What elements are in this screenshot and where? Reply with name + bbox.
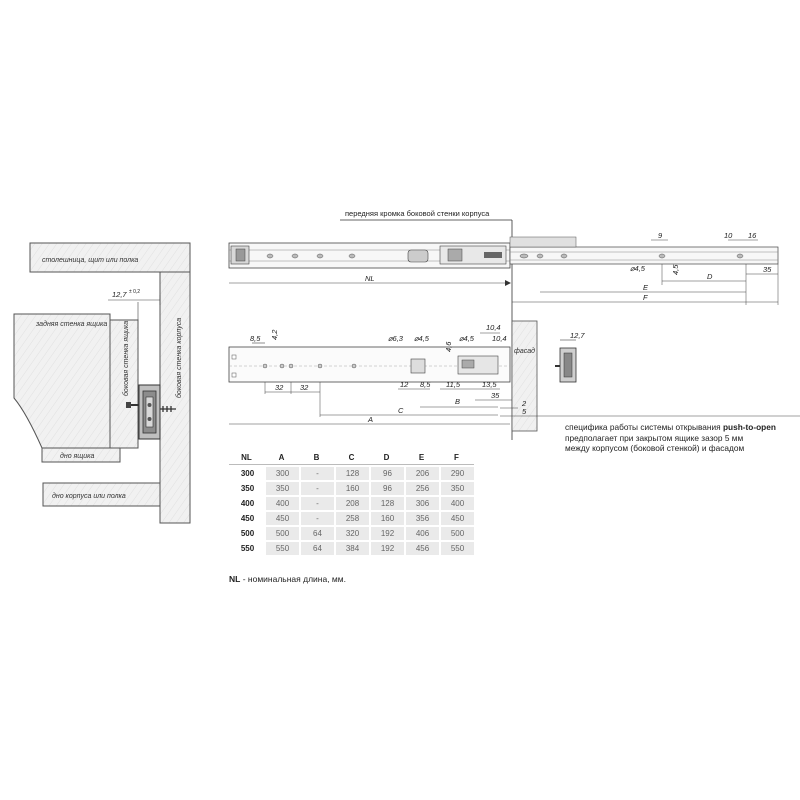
table-row bbox=[229, 512, 474, 525]
table-cell: 306 bbox=[404, 497, 439, 510]
spec-line-2: предполагает при закрытом ящике зазор 5 мм bbox=[565, 432, 744, 443]
gap-dimension: 12,7 bbox=[112, 290, 127, 299]
table-row bbox=[229, 527, 474, 540]
dim-104a: 10,4 bbox=[486, 323, 501, 332]
dim-104b: 10,4 bbox=[492, 334, 507, 343]
table-row bbox=[229, 467, 474, 480]
dim-5: 5 bbox=[522, 407, 527, 416]
dim-2: 2 bbox=[522, 399, 527, 408]
table-header: B bbox=[299, 450, 334, 465]
dim-32b: 32 bbox=[300, 383, 309, 392]
table-cell: 300 bbox=[264, 467, 299, 480]
table-header: NL bbox=[229, 450, 264, 465]
table-cell: 400 bbox=[439, 497, 474, 510]
cabinet-side-label: боковая стенка корпуса bbox=[176, 317, 183, 398]
push-to-open-spec bbox=[565, 422, 795, 454]
table-cell: 64 bbox=[299, 542, 334, 555]
top-view bbox=[229, 209, 778, 440]
table-row bbox=[229, 497, 474, 510]
table-cell: 400 bbox=[229, 497, 264, 510]
spec-line-1-bold: push-to-open bbox=[722, 422, 776, 432]
dim-9: 9 bbox=[658, 231, 663, 240]
dim-46: 4,6 bbox=[444, 341, 453, 352]
table-cell: 450 bbox=[439, 512, 474, 525]
dim-12: 12 bbox=[400, 380, 409, 389]
table-cell: 456 bbox=[404, 542, 439, 555]
table-cell: 550 bbox=[439, 542, 474, 555]
spec-line-3: между корпусом (боковой стенкой) и фасадом bbox=[565, 443, 745, 453]
table-cell: 450 bbox=[229, 512, 264, 525]
table-cell: 500 bbox=[229, 527, 264, 540]
nl-note bbox=[229, 574, 346, 584]
dim-10: 10 bbox=[724, 231, 733, 240]
dim-35-top: 35 bbox=[763, 265, 772, 274]
table-cell: 384 bbox=[334, 542, 369, 555]
dim-f: F bbox=[643, 293, 648, 302]
table-cell: 550 bbox=[229, 542, 264, 555]
table-cell: 350 bbox=[229, 482, 264, 495]
nl-note-bold: NL bbox=[229, 574, 241, 584]
dim-dia45-top: ⌀4,5 bbox=[630, 264, 645, 273]
table-header: F bbox=[439, 450, 474, 465]
table-cell: 206 bbox=[404, 467, 439, 480]
table-cell: - bbox=[299, 512, 334, 525]
cross-section bbox=[14, 243, 190, 523]
table-cell: 350 bbox=[264, 482, 299, 495]
table-cell: 356 bbox=[404, 512, 439, 525]
dim-dia45b: ⌀4,5 bbox=[459, 334, 474, 343]
mounting-bracket bbox=[555, 348, 576, 382]
table-cell: 96 bbox=[369, 467, 404, 480]
table-cell: - bbox=[299, 497, 334, 510]
table-row bbox=[229, 542, 474, 555]
dim-42: 4,2 bbox=[270, 329, 279, 340]
table-cell: 258 bbox=[334, 512, 369, 525]
table-header: C bbox=[334, 450, 369, 465]
table-cell: 290 bbox=[439, 467, 474, 480]
nl-note-text: - номинальная длина, мм. bbox=[240, 574, 346, 584]
table-cell: 128 bbox=[334, 467, 369, 480]
gap-tolerance: ± 0,2 bbox=[129, 289, 141, 295]
dim-a: A bbox=[368, 415, 374, 424]
dim-115: 11,5 bbox=[446, 380, 461, 389]
cabinet-side-panel bbox=[160, 272, 190, 523]
table-cell: 160 bbox=[369, 512, 404, 525]
facade-label: фасад bbox=[514, 348, 536, 355]
table-row bbox=[229, 482, 474, 495]
spec-line-1-text: специфика работы системы открывания bbox=[565, 422, 723, 432]
table-cell: 300 bbox=[229, 467, 264, 480]
cabinet-bottom-label: дно корпуса или полка bbox=[52, 493, 126, 500]
dim-d: D bbox=[707, 272, 713, 281]
table-cell: 192 bbox=[369, 527, 404, 540]
table-cell: 350 bbox=[439, 482, 474, 495]
drawer-back-panel bbox=[14, 314, 110, 448]
table-cell: 64 bbox=[299, 527, 334, 540]
table-cell: 550 bbox=[264, 542, 299, 555]
table-cell: 128 bbox=[369, 497, 404, 510]
dim-b: B bbox=[455, 397, 461, 406]
bottom-view bbox=[229, 321, 800, 431]
dim-dia45a: ⌀4,5 bbox=[414, 334, 429, 343]
table-cell: 96 bbox=[369, 482, 404, 495]
table-cell: 500 bbox=[439, 527, 474, 540]
table-header-row bbox=[229, 450, 474, 465]
table-cell: 208 bbox=[334, 497, 369, 510]
table-cell: 450 bbox=[264, 512, 299, 525]
dim-nl: NL bbox=[365, 274, 375, 283]
dim-85b: 8,5 bbox=[420, 380, 431, 389]
dim-135: 13,5 bbox=[482, 380, 497, 389]
table-header: E bbox=[404, 450, 439, 465]
table-cell: 320 bbox=[334, 527, 369, 540]
dim-e: E bbox=[643, 283, 649, 292]
dim-32a: 32 bbox=[275, 383, 284, 392]
drawer-side-label: боковая стенка ящика bbox=[123, 320, 130, 396]
countertop-label: столешница, щит или полка bbox=[42, 257, 139, 264]
table-cell: - bbox=[299, 467, 334, 480]
table-cell: 406 bbox=[404, 527, 439, 540]
dim-c: C bbox=[398, 406, 404, 415]
dimensions-table bbox=[229, 448, 474, 557]
table-header: D bbox=[369, 450, 404, 465]
table-cell: 192 bbox=[369, 542, 404, 555]
table-cell: - bbox=[299, 482, 334, 495]
dim-45v: 4,5 bbox=[671, 264, 680, 275]
table-cell: 256 bbox=[404, 482, 439, 495]
front-edge-label: передняя кромка боковой стенки корпуса bbox=[345, 209, 490, 218]
drawer-back-label: задняя стенка ящика bbox=[36, 321, 108, 328]
table-header: A bbox=[264, 450, 299, 465]
dim-dia63: ⌀6,3 bbox=[388, 334, 403, 343]
dim-35-bottom: 35 bbox=[491, 391, 500, 400]
drawer-bottom-label: дно ящика bbox=[60, 453, 95, 460]
dim-127-bracket: 12,7 bbox=[570, 331, 585, 340]
table-cell: 160 bbox=[334, 482, 369, 495]
table-cell: 400 bbox=[264, 497, 299, 510]
dim-16: 16 bbox=[748, 231, 757, 240]
dim-85a: 8,5 bbox=[250, 334, 261, 343]
spec-line-1 bbox=[565, 422, 795, 433]
table-cell: 500 bbox=[264, 527, 299, 540]
